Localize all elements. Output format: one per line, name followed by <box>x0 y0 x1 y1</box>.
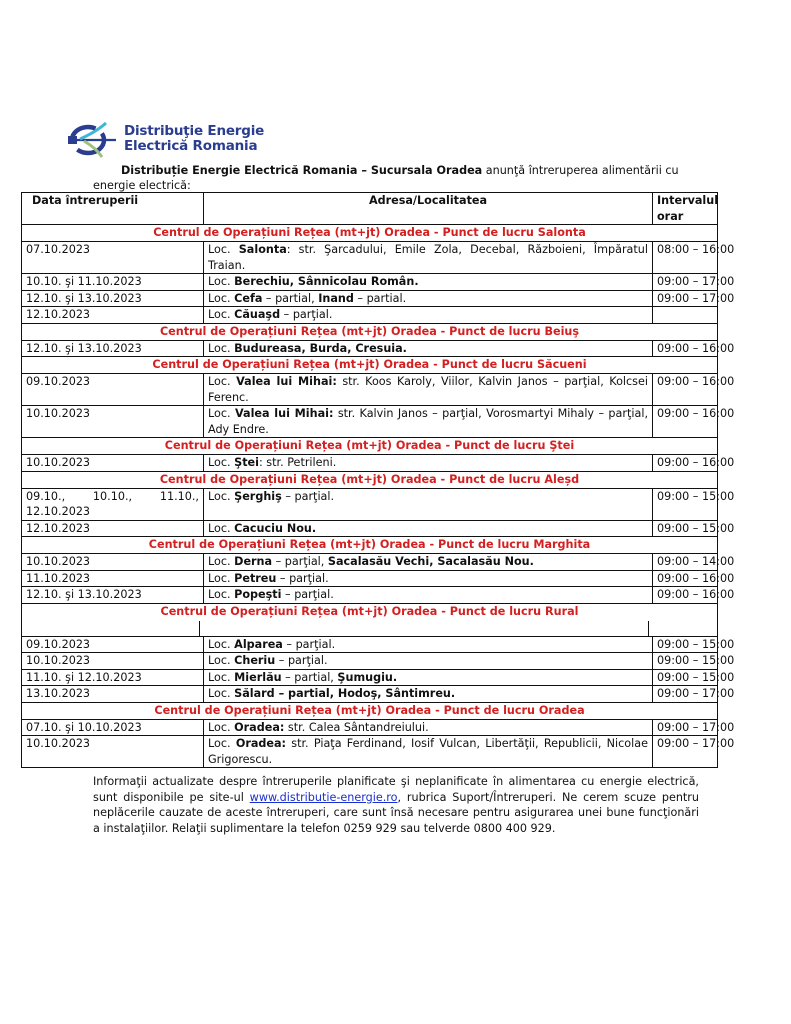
section-title: Centrul de Operațiuni Rețea (mt+jt) Oradea - Punct de lucru Marghita <box>22 537 718 554</box>
locality-name: Valea lui Mihai: <box>234 407 334 420</box>
table-row <box>22 455 718 472</box>
table-row <box>22 374 718 406</box>
table-row <box>22 488 718 520</box>
locality-name: Budureasa, Burda, Cresuia. <box>234 341 407 355</box>
date-cell: 09.10., 10.10., 11.10., 12.10.2023 <box>22 488 204 520</box>
date-cell: 09.10.2023 <box>22 374 204 406</box>
address-cell <box>204 242 653 274</box>
table-row <box>22 340 718 357</box>
interval-cell: 09:00 – 17:00 <box>653 274 718 291</box>
locality-prefix: Loc. <box>208 687 235 700</box>
locality-prefix: Loc. <box>208 521 235 535</box>
address-detail: – partial. <box>353 291 407 305</box>
company-logo <box>66 120 266 160</box>
address-cell <box>204 636 653 653</box>
table-row <box>22 554 718 571</box>
section-row <box>22 323 718 340</box>
address-cell <box>204 686 653 703</box>
interval-cell: 09:00 – 16:00 <box>653 406 718 438</box>
footer-text-2: , rubrica Suport/Întreruperi. Ne cerem scuze pentru neplăcerile cauzate de aceste întreruperi, care sunt însă necesare pentru asigurarea unei bune funcţionări a instalaţiilor. Relaţii suplimentare la telefon 0259 929 sau telverde 0800 400 929. <box>93 790 699 835</box>
address-cell <box>204 374 653 406</box>
interval-cell: 09:00 – 16:00 <box>653 340 718 357</box>
address-detail: – parţial. <box>280 308 333 321</box>
date-cell: 10.10.2023 <box>22 455 204 472</box>
interval-cell: 09:00 – 16:00 <box>653 374 718 406</box>
locality-name: Căuaşd <box>234 308 281 321</box>
address-detail: str. Calea Sântandreiului. <box>284 720 429 734</box>
address-cell <box>204 307 653 324</box>
locality-name: Ştei <box>234 456 259 469</box>
table-row <box>22 290 718 307</box>
locality-name: Sălard – partial, Hodoş, Sântimreu. <box>234 687 456 700</box>
interval-cell: 09:00 – 15:00 <box>653 488 718 520</box>
address-detail: – parţial. <box>282 637 336 651</box>
locality-name: Salonta <box>238 243 287 256</box>
date-cell: 12.10.2023 <box>22 307 204 324</box>
locality-name: Petreu <box>234 571 277 585</box>
section-title: Centrul de Operațiuni Rețea (mt+jt) Oradea - Punct de lucru Beiuş <box>22 323 718 340</box>
address-cell <box>204 290 653 307</box>
locality-name: Berechiu, Sânnicolau Român. <box>234 275 419 288</box>
section-title: Centrul de Operațiuni Rețea (mt+jt) Oradea - Punct de lucru Rural <box>22 603 718 636</box>
address-cell <box>204 736 653 768</box>
date-cell: 11.10. şi 12.10.2023 <box>22 669 204 686</box>
table-row <box>22 587 718 604</box>
address-detail: – partial, <box>281 670 338 684</box>
date-cell: 11.10.2023 <box>22 570 204 587</box>
table-row <box>22 307 718 324</box>
locality-prefix: Loc. <box>208 375 237 388</box>
date-cell: 12.10.2023 <box>22 520 204 537</box>
address-cell <box>204 340 653 357</box>
locality-name: Şumugiu. <box>337 670 398 684</box>
website-link[interactable]: www.distributie-energie.ro <box>249 790 398 804</box>
address-detail: – parţial. <box>281 588 334 601</box>
locality-prefix: Loc. <box>208 341 235 355</box>
date-cell: 07.10.2023 <box>22 242 204 274</box>
interval-cell <box>653 307 718 324</box>
section-title: Centrul de Operațiuni Rețea (mt+jt) Oradea - Punct de lucru Aleșd <box>22 471 718 488</box>
header-address: Adresa/Localitatea <box>204 193 653 225</box>
locality-name: Oradea: <box>234 720 285 734</box>
address-cell <box>204 653 653 670</box>
date-cell: 10.10.2023 <box>22 736 204 768</box>
header-interval: Intervalul orar <box>653 193 718 225</box>
interval-cell: 09:00 – 16:00 <box>653 455 718 472</box>
address-cell <box>204 554 653 571</box>
date-cell: 10.10.2023 <box>22 406 204 438</box>
locality-name: Mierlău <box>234 670 282 684</box>
address-detail: str. Koos Karoly, Viilor, Kalvin Janos – parţial, Kolcsei Ferenc. <box>208 375 648 404</box>
address-cell <box>204 455 653 472</box>
locality-prefix: Loc. <box>208 588 235 601</box>
address-cell <box>204 520 653 537</box>
header-date: Data întreruperii <box>22 193 204 225</box>
address-detail: – parţial. <box>276 571 329 585</box>
section-title: Centrul de Operațiuni Rețea (mt+jt) Oradea - Punct de lucru Ştei <box>22 438 718 455</box>
address-cell <box>204 587 653 604</box>
address-cell <box>204 669 653 686</box>
address-detail: str. Kalvin Janos – parţial, Vorosmartyi Mihaly – parţial, Ady Endre. <box>208 407 648 436</box>
table-row <box>22 719 718 736</box>
section-row <box>22 438 718 455</box>
interval-cell: 09:00 – 17:00 <box>653 290 718 307</box>
address-detail: – parţial, <box>272 555 328 568</box>
locality-name: Popeşti <box>234 588 282 601</box>
locality-name: Alparea <box>234 637 283 651</box>
interval-cell: 09:00 – 15:00 <box>653 653 718 670</box>
footer-text-1: Informaţii actualizate despre întreruperile planificate şi neplanificate în alimentarea cu energie electrică, sunt disponibile pe site-ul <box>93 775 699 804</box>
table-row <box>22 636 718 653</box>
section-title: Centrul de Operațiuni Rețea (mt+jt) Oradea - Punct de lucru Săcueni <box>22 357 718 374</box>
logo-line1: Distribuţie Energie <box>124 123 265 139</box>
section-row <box>22 225 718 242</box>
date-cell: 13.10.2023 <box>22 686 204 703</box>
intro-company: Distribuție Energie Electrică Romania – Sucursala Oradea <box>121 164 483 177</box>
interval-cell: 09:00 – 15:00 <box>653 636 718 653</box>
interval-cell: 09:00 – 14:00 <box>653 554 718 571</box>
locality-name: Derna <box>234 555 273 568</box>
intro-text: anunţă întreruperea alimentării cu energie electrică: <box>93 164 679 192</box>
table-header-row <box>22 193 718 225</box>
interval-cell: 08:00 – 16:00 <box>653 242 718 274</box>
date-cell: 10.10.2023 <box>22 653 204 670</box>
interval-cell: 09:00 – 17:00 <box>653 719 718 736</box>
table-row <box>22 653 718 670</box>
table-row <box>22 736 718 768</box>
locality-prefix: Loc. <box>208 720 235 734</box>
locality-prefix: Loc. <box>208 737 236 750</box>
locality-prefix: Loc. <box>208 456 235 469</box>
outage-table <box>21 192 735 768</box>
table-row <box>22 406 718 438</box>
interval-cell: 09:00 – 17:00 <box>653 686 718 703</box>
footer-note <box>93 774 699 836</box>
section-row <box>22 702 718 719</box>
locality-prefix: Loc. <box>208 243 239 256</box>
logo-emblem-icon <box>66 122 118 158</box>
table-row <box>22 520 718 537</box>
date-cell: 07.10. şi 10.10.2023 <box>22 719 204 736</box>
date-cell: 12.10. şi 13.10.2023 <box>22 587 204 604</box>
partial-divider <box>648 621 649 636</box>
table-row <box>22 274 718 291</box>
table-row <box>22 242 718 274</box>
address-detail: – parţial. <box>281 489 335 503</box>
address-cell <box>204 488 653 520</box>
interval-cell: 09:00 – 16:00 <box>653 587 718 604</box>
locality-prefix: Loc. <box>208 291 235 305</box>
address-detail: : str. Petrileni. <box>258 456 337 469</box>
address-cell <box>204 570 653 587</box>
locality-prefix: Loc. <box>208 654 235 667</box>
intro-paragraph <box>93 163 713 193</box>
locality-prefix: Loc. <box>208 571 235 585</box>
partial-divider <box>199 621 200 636</box>
locality-prefix: Loc. <box>208 489 235 503</box>
locality-prefix: Loc. <box>208 275 235 288</box>
locality-name: Cacuciu Nou. <box>234 521 317 535</box>
date-cell: 09.10.2023 <box>22 636 204 653</box>
locality-prefix: Loc. <box>208 670 235 684</box>
address-detail: – partial, <box>262 291 319 305</box>
logo-wordmark <box>124 124 264 154</box>
table-row <box>22 686 718 703</box>
section-row <box>22 357 718 374</box>
address-detail: str. Piaţa Ferdinand, Iosif Vulcan, Libertăţii, Republicii, Nicolae Grigorescu. <box>208 737 648 766</box>
locality-name: Oradea: <box>235 737 287 750</box>
interval-cell: 09:00 – 15:00 <box>653 520 718 537</box>
date-cell: 10.10.2023 <box>22 554 204 571</box>
locality-name: Inand <box>318 291 354 305</box>
address-cell <box>204 274 653 291</box>
locality-name: Valea lui Mihai: <box>236 375 337 388</box>
section-title: Centrul de Operațiuni Rețea (mt+jt) Oradea - Punct de lucru Salonta <box>22 225 718 242</box>
locality-name: Cefa <box>234 291 263 305</box>
logo-line2: Electrică Romania <box>124 138 258 154</box>
address-detail: – parţial. <box>275 654 328 667</box>
locality-name: Şerghiş <box>234 489 282 503</box>
section-row <box>22 603 718 636</box>
interval-cell: 09:00 – 16:00 <box>653 570 718 587</box>
table-body <box>22 225 735 768</box>
locality-prefix: Loc. <box>208 555 235 568</box>
locality-prefix: Loc. <box>208 407 235 420</box>
section-title: Centrul de Operațiuni Rețea (mt+jt) Oradea - Punct de lucru Oradea <box>22 702 718 719</box>
table-row <box>22 570 718 587</box>
section-row <box>22 537 718 554</box>
locality-name: Sacalasău Vechi, Sacalasău Nou. <box>327 555 534 568</box>
table-row <box>22 669 718 686</box>
locality-prefix: Loc. <box>208 637 235 651</box>
address-cell <box>204 719 653 736</box>
date-cell: 12.10. şi 13.10.2023 <box>22 290 204 307</box>
date-cell: 10.10. şi 11.10.2023 <box>22 274 204 291</box>
address-cell <box>204 406 653 438</box>
locality-name: Cheriu <box>234 654 276 667</box>
locality-prefix: Loc. <box>208 308 235 321</box>
interval-cell: 09:00 – 17:00 <box>653 736 718 768</box>
address-detail: : str. Şarcadului, Emile Zola, Decebal, Războieni, Împăratul Traian. <box>208 243 648 272</box>
section-row <box>22 471 718 488</box>
date-cell: 12.10. şi 13.10.2023 <box>22 340 204 357</box>
interval-cell: 09:00 – 15:00 <box>653 669 718 686</box>
